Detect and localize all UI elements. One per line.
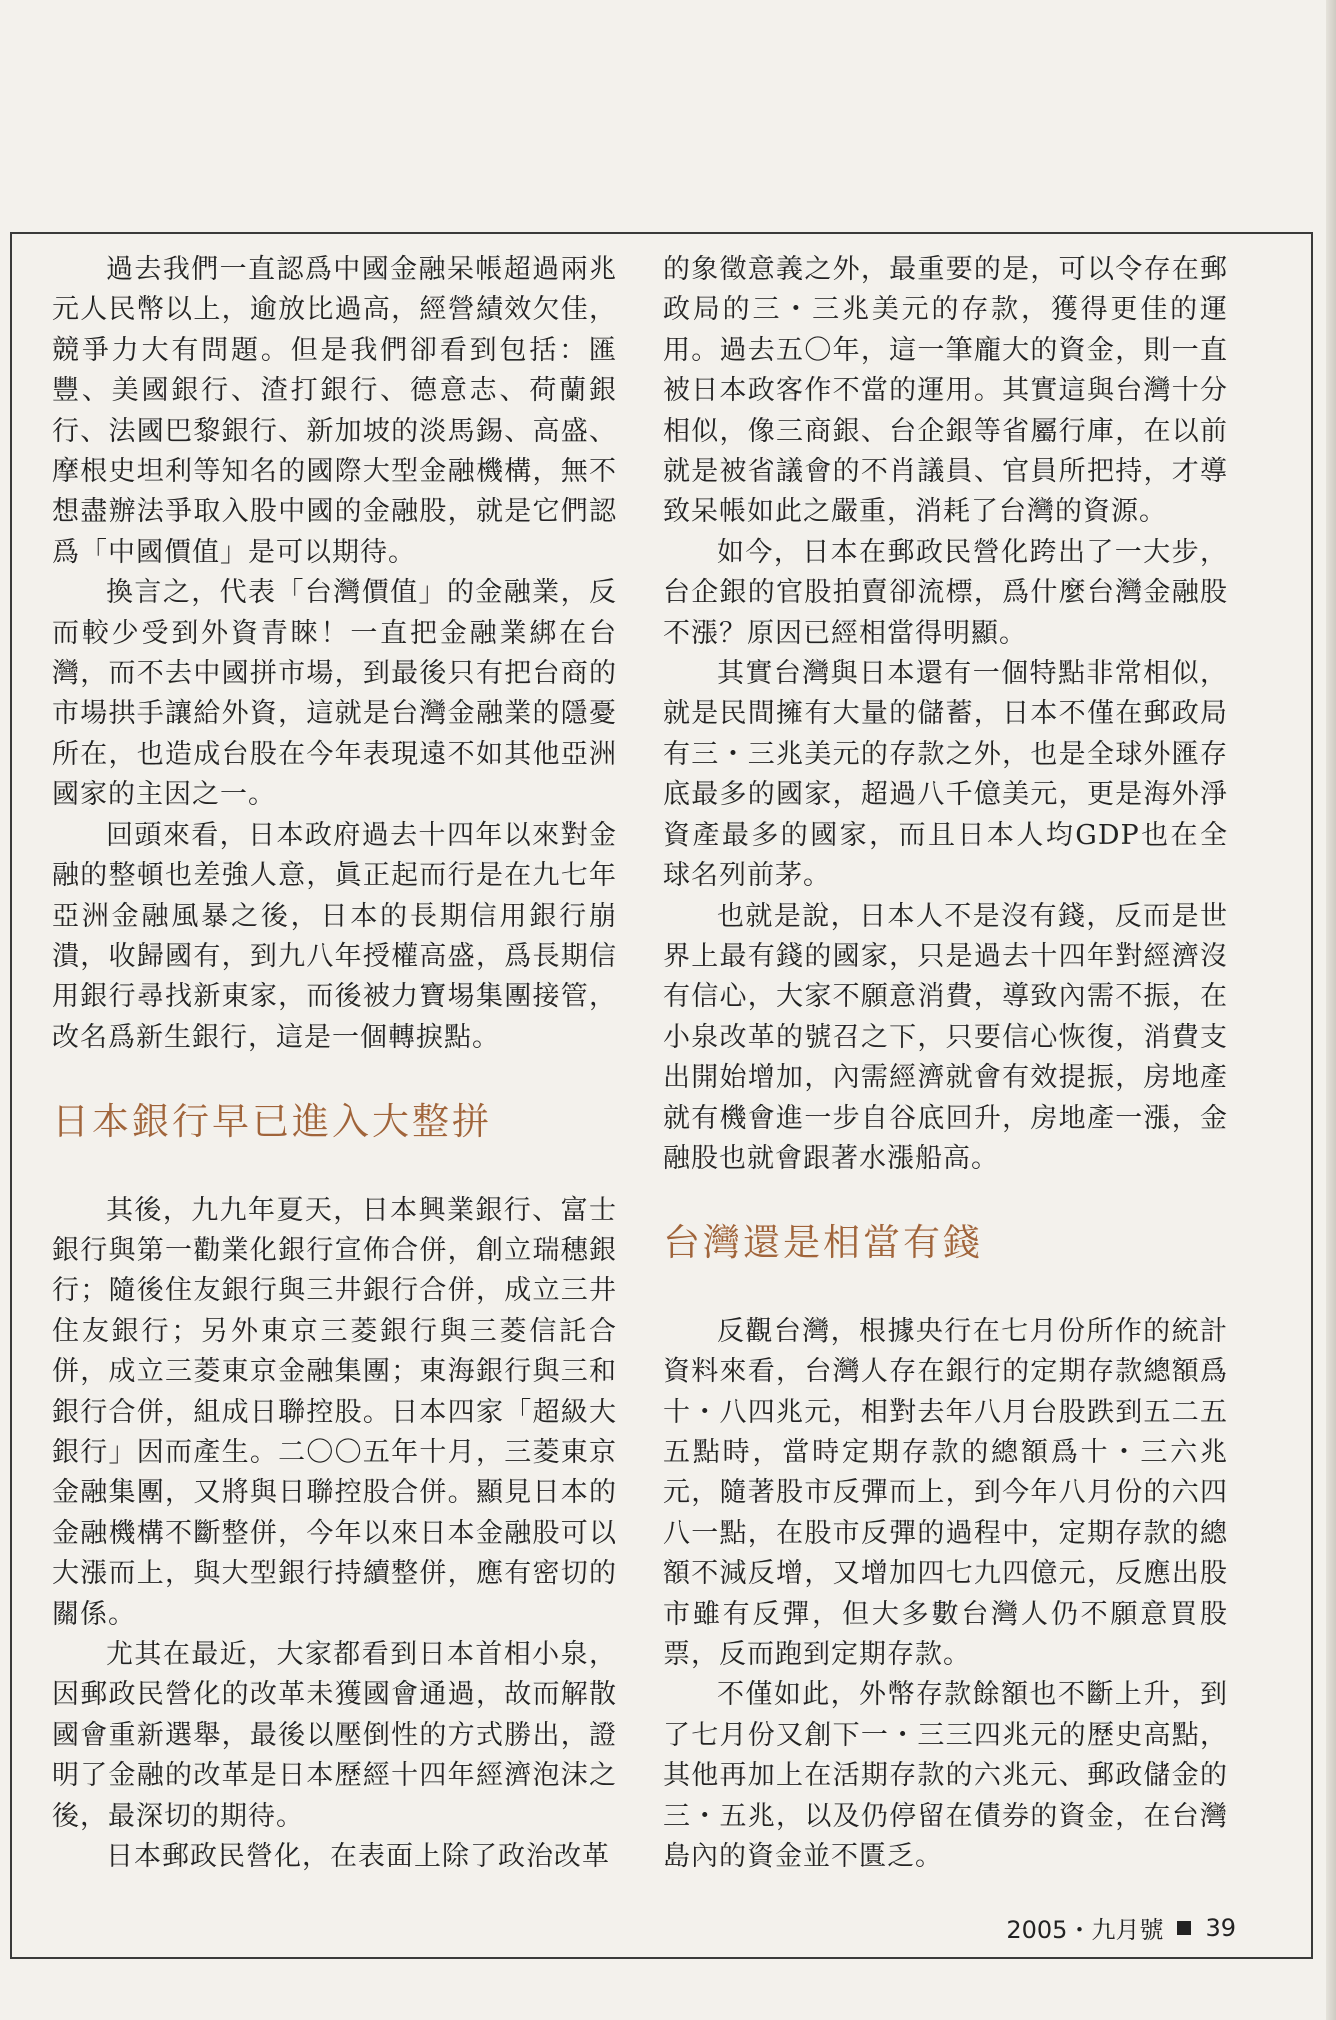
right-column bbox=[663, 250, 1228, 1877]
paragraph: 其後，九九年夏天，日本興業銀行、富士銀行與第一勸業化銀行宣佈合併，創立瑞穗銀行；隨後住友銀行與三井銀行合併，成立三井住友銀行；另外東京三菱銀行與三菱信託合併，成立三菱東京金融集團；東海銀行與三和銀行合併，組成日聯控股。日本四家「超級大銀行」因而產生。二〇〇五年十月，三菱東京金融集團，又將與日聯控股合併。顯見日本的金融機構不斷整併，今年以來日本金融股可以大漲而上，與大型銀行持續整併，應有密切的關係。 bbox=[52, 1194, 617, 1630]
page-number: 39 bbox=[1205, 1913, 1236, 1942]
issue-label: 2005・九月號 bbox=[1006, 1916, 1164, 1944]
paragraph: 回頭來看，日本政府過去十四年以來對金融的整頓也差強人意，眞正起而行是在九七年亞洲金融風暴之後，日本的長期信用銀行崩潰，收歸國有，到九八年授權高盛，爲長期信用銀行尋找新東家，而後被力寶埸集團接管，改名爲新生銀行，這是一個轉捩點。 bbox=[52, 819, 617, 1053]
paragraph: 如今，日本在郵政民營化跨出了一大步，台企銀的官股拍賣卻流標，爲什麼台灣金融股不漲？原因已經相當得明顯。 bbox=[663, 536, 1228, 649]
paragraph: 換言之，代表「台灣價值」的金融業，反而較少受到外資青睞！一直把金融業綁在台灣，而不去中國拼市場，到最後只有把台商的市場拱手讓給外資，這就是台灣金融業的隱憂所在，也造成台股在今年表現遠不如其他亞洲國家的主因之一。 bbox=[52, 577, 617, 811]
section-heading: 台灣還是相當有錢 bbox=[663, 1221, 983, 1265]
left-column bbox=[52, 250, 617, 1877]
paragraph: 日本郵政民營化，在表面上除了政治改革 bbox=[106, 1841, 610, 1873]
paragraph: 過去我們一直認爲中國金融呆帳超過兩兆元人民幣以上，逾放比過高，經營績效欠佳，競爭力大有問題。但是我們卻看到包括：匯豐、美國銀行、渣打銀行、德意志、荷蘭銀行、法國巴黎銀行、新加坡的淡馬錫、高盛、摩根史坦利等知名的國際大型金融機構，無不想盡辦法爭取入股中國的金融股，就是它們認爲「中國價值」是可以期待。 bbox=[52, 254, 617, 568]
page-footer bbox=[1006, 1910, 1236, 1945]
paragraph-continuation: 的象徵意義之外，最重要的是，可以令存在郵政局的三・三兆美元的存款，獲得更佳的運用。過去五〇年，這一筆龐大的資金，則一直被日本政客作不當的運用。其實這與台灣十分相似，像三商銀、台企銀等省屬行庫，在以前就是被省議會的不肖議員、官員所把持，才導致呆帳如此之嚴重，消耗了台灣的資源。 bbox=[663, 254, 1228, 528]
paragraph: 反觀台灣，根據央行在七月份所作的統計資料來看，台灣人存在銀行的定期存款總額爲十・八四兆元，相對去年八月台股跌到五二五五點時，當時定期存款的總額爲十・三六兆元，隨著股市反彈而上，到今年八月份的六四八一點，在股市反彈的過程中，定期存款的總額不減反增，又增加四七九四億元，反應出股市雖有反彈，但大多數台灣人仍不願意買股票，反而跑到定期存款。 bbox=[663, 1315, 1228, 1670]
paragraph: 尤其在最近，大家都看到日本首相小泉，因郵政民營化的改革未獲國會通過，故而解散國會重新選舉，最後以壓倒性的方式勝出，證明了金融的改革是日本歷經十四年經濟泡沫之後，最深切的期待。 bbox=[52, 1639, 617, 1832]
paragraph: 其實台灣與日本還有一個特點非常相似，就是民間擁有大量的儲蓄，日本不僅在郵政局有三・三兆美元的存款之外，也是全球外匯存底最多的國家，超過八千億美元，更是海外淨資產最多的國家，而且日本人均GDP也在全球名列前茅。 bbox=[663, 658, 1228, 892]
paragraph: 也就是說，日本人不是沒有錢，反而是世界上最有錢的國家，只是過去十四年對經濟沒有信心，大家不願意消費，導致內需不振，在小泉改革的號召之下，只要信心恢復，消費支出開始增加，內需經濟就會有效提振，房地產就有機會進一步自谷底回升，房地產一漲，金融股也就會跟著水漲船高。 bbox=[663, 900, 1228, 1174]
paragraph: 不僅如此，外幣存款餘額也不斷上升，到了七月份又創下一・三三四兆元的歷史高點，其他再加上在活期存款的六兆元、郵政儲金的三・五兆，以及仍停留在債券的資金，在台灣島內的資金並不匱乏。 bbox=[663, 1679, 1228, 1873]
section-heading: 日本銀行早已進入大整拼 bbox=[52, 1100, 492, 1144]
square-bullet-icon bbox=[1177, 1921, 1191, 1935]
page-edge-shadow bbox=[1326, 0, 1336, 2020]
